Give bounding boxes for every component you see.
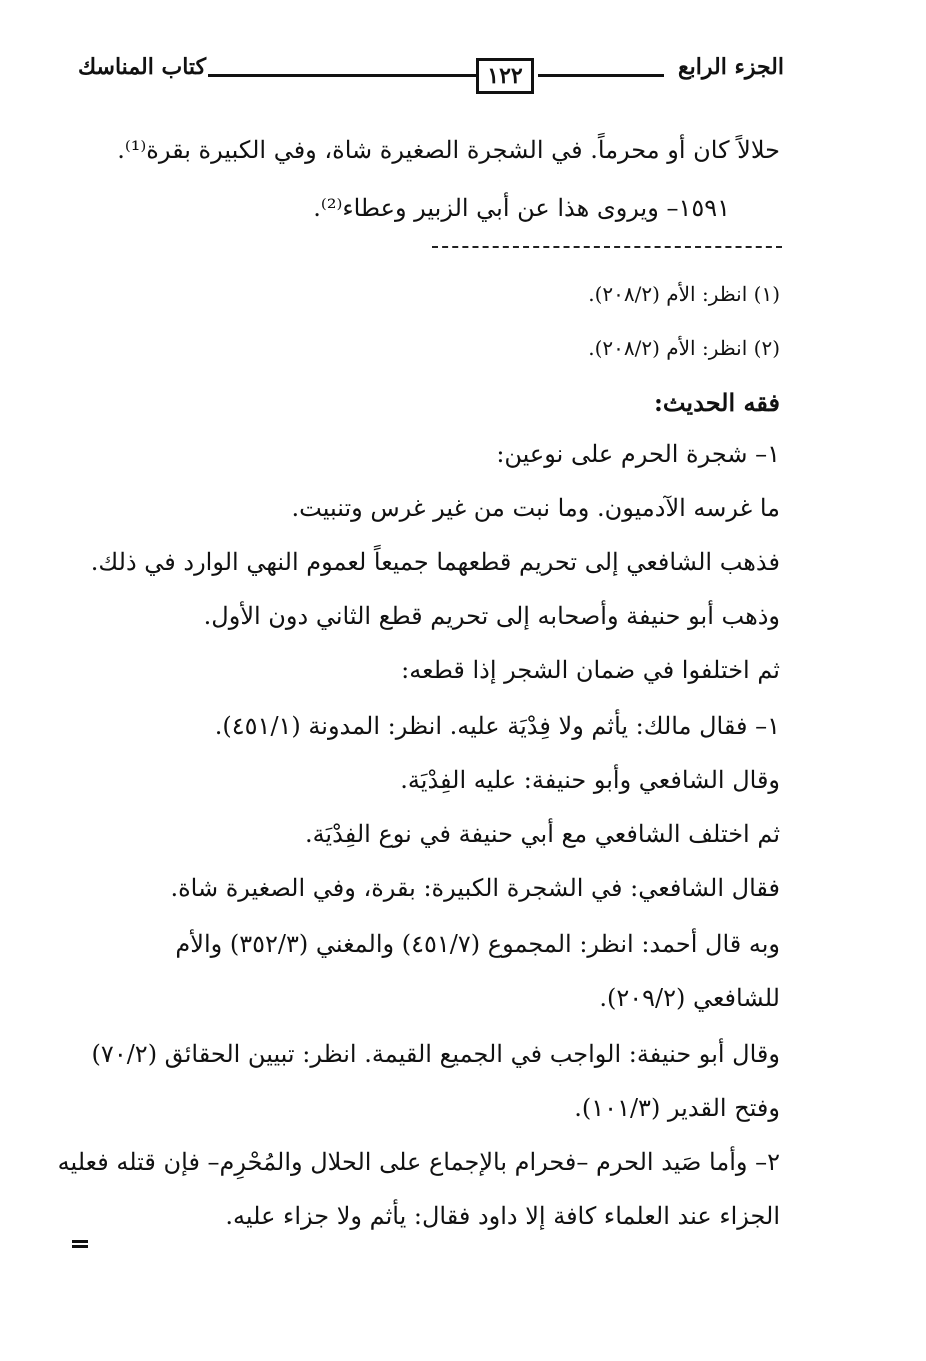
body-line: وذهب أبو حنيفة وأصحابه إلى تحريم قطع الثاني دون الأول.: [203, 602, 780, 630]
header-part: الجزء الرابع: [677, 54, 784, 80]
text-line: حلالاً كان أو محرماً. في الشجرة الصغيرة شاة، وفي الكبيرة بقرة⁽¹⁾.: [117, 136, 780, 164]
page-header: [78, 48, 784, 104]
header-rule-left: [208, 74, 476, 77]
body-line: فذهب الشافعي إلى تحريم قطعهما جميعاً لعموم النهي الوارد في ذلك.: [90, 548, 780, 576]
page-number: ١٢٢: [476, 58, 534, 94]
body-line: وبه قال أحمد: انظر: المجموع (٤٥١/٧) والمغني (٣٥٢/٣) والأم: [175, 930, 780, 958]
body-line: ما غرسه الآدميون. وما نبت من غير غرس وتنبيت.: [291, 494, 780, 522]
body-line: فقال الشافعي: في الشجرة الكبيرة: بقرة، وفي الصغيرة شاة.: [170, 874, 780, 902]
footnote-separator: [432, 246, 782, 248]
body-line: للشافعي (٢٠٩/٢).: [599, 984, 780, 1012]
body-line: ١– فقال مالك: يأثم ولا فِدْيَة عليه. انظر: المدونة (٤٥١/١).: [214, 712, 780, 740]
end-of-page-mark: [72, 1240, 88, 1248]
header-rule-right: [538, 74, 664, 77]
footnote: (٢) انظر: الأم (٢٠٨/٢).: [588, 336, 780, 360]
body-line: ثم اختلف الشافعي مع أبي حنيفة في نوع الفِدْيَة.: [304, 820, 780, 848]
body-line: وقال الشافعي وأبو حنيفة: عليه الفِدْيَة.: [400, 766, 780, 794]
body-line: ثم اختلفوا في ضمان الشجر إذا قطعه:: [401, 656, 780, 684]
body-line: وقال أبو حنيفة: الواجب في الجميع القيمة. انظر: تبيين الحقائق (٧٠/٢): [91, 1040, 780, 1068]
section-title: فقه الحديث:: [653, 388, 780, 417]
body-line: ٢– وأما صَيد الحرم –فحرام بالإجماع على الحلال والمُحْرِم– فإن قتله فعليه: [57, 1148, 780, 1176]
text-line: ١٥٩١– ويروى هذا عن أبي الزبير وعطاء⁽²⁾.: [313, 194, 730, 222]
body-line: الجزاء عند العلماء كافة إلا داود فقال: يأثم ولا جزاء عليه.: [225, 1202, 780, 1230]
header-book: كتاب المناسك: [78, 54, 207, 80]
footnote: (١) انظر: الأم (٢٠٨/٢).: [588, 282, 780, 306]
body-line: وفتح القدير (١٠١/٣).: [574, 1094, 780, 1122]
body-line: ١– شجرة الحرم على نوعين:: [496, 440, 780, 468]
